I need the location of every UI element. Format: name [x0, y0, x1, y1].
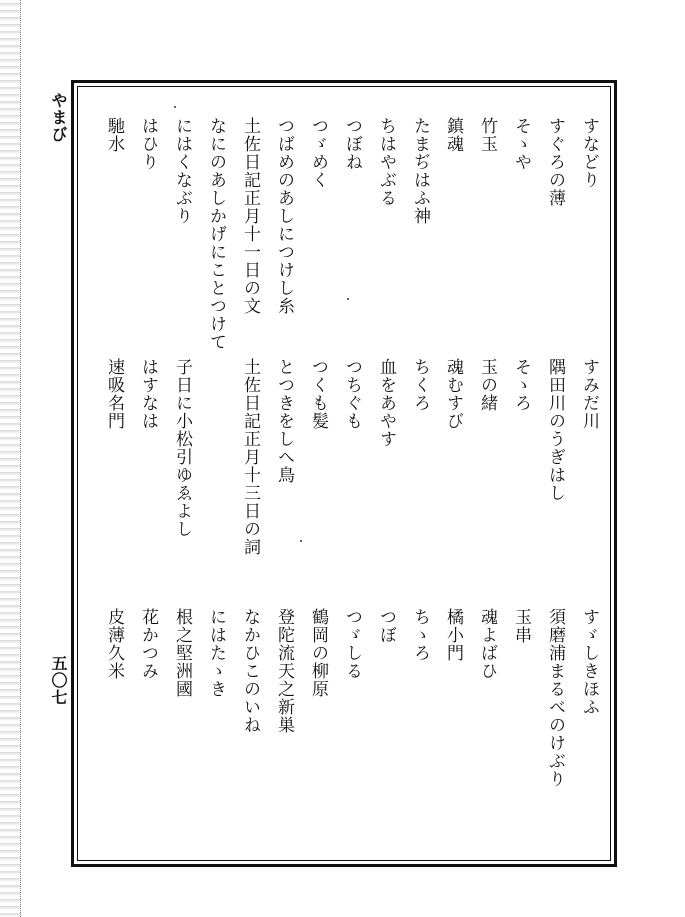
index-entry: 登陀流天之新巣	[274, 608, 294, 734]
print-speck	[174, 106, 176, 108]
index-entry: 子日に小松引ゆゑよし	[172, 358, 192, 538]
index-entry: にはくなぶり	[172, 117, 192, 225]
index-entry: たまぢはふ神	[410, 117, 430, 225]
index-entry: 魂むすび	[443, 358, 463, 430]
index-entry: つぼ	[376, 608, 396, 644]
index-entry: つゞめく	[308, 117, 328, 189]
index-entry: 鎮魂	[443, 117, 463, 153]
index-entry: 魂よばひ	[477, 608, 497, 680]
index-entry: 玉の緒	[477, 358, 497, 412]
index-entry: はすなは	[138, 358, 158, 430]
index-entry: つちぐも	[342, 358, 362, 430]
index-entry: 竹玉	[477, 117, 497, 153]
index-entry: 根之堅洲國	[172, 608, 192, 698]
index-entry: なかひこのいね	[240, 608, 260, 734]
index-entry: ちくろ	[410, 358, 430, 412]
index-entry: つくも髪	[308, 358, 328, 430]
index-entry: とつきをしへ鳥	[274, 358, 294, 484]
index-entry: 花かつみ	[138, 608, 158, 680]
index-entry: 鶴岡の柳原	[308, 608, 328, 698]
index-entry: 土佐日記正月十三日の詞	[240, 358, 260, 556]
index-entry: つぼね	[342, 117, 362, 171]
index-entry: 玉串	[511, 608, 531, 644]
index-entry: すぐろの薄	[545, 117, 565, 207]
index-entry: 須磨浦まるべのけぶり	[545, 608, 565, 788]
index-entry: 隅田川のうぎはし	[545, 358, 565, 502]
index-entry: 橘小門	[443, 608, 463, 662]
index-entry: 馳水	[104, 117, 124, 153]
index-entry: そゝろ	[511, 358, 531, 412]
page-number: 五〇七	[49, 655, 68, 706]
index-entry: にはたゝき	[206, 608, 226, 698]
index-entry: はひり	[138, 117, 158, 171]
index-entry: 皮薄久米	[104, 608, 124, 680]
index-entry: 土佐日記正月十一日の文	[240, 117, 260, 315]
print-speck	[300, 540, 302, 542]
index-entry: すみだ川	[579, 358, 599, 430]
index-entry: ちゝろ	[410, 608, 430, 662]
index-entry: 血をあやす	[376, 358, 396, 448]
running-head: やまび	[49, 92, 68, 143]
index-entry: すゞしきほふ	[579, 608, 599, 716]
index-entry: すなどり	[579, 117, 599, 189]
index-entry: つゞしる	[342, 608, 362, 680]
index-entry: つばめのあしにつけし糸	[274, 117, 294, 315]
page-frame-inner	[77, 86, 611, 861]
print-speck	[347, 298, 349, 300]
index-entry: 速吸名門	[104, 358, 124, 430]
index-entry: そゝや	[511, 117, 531, 171]
index-entry: なにのあしかげにことつけて	[206, 117, 226, 351]
binding-gutter	[0, 0, 21, 917]
index-entry: ちはやぶる	[376, 117, 396, 207]
